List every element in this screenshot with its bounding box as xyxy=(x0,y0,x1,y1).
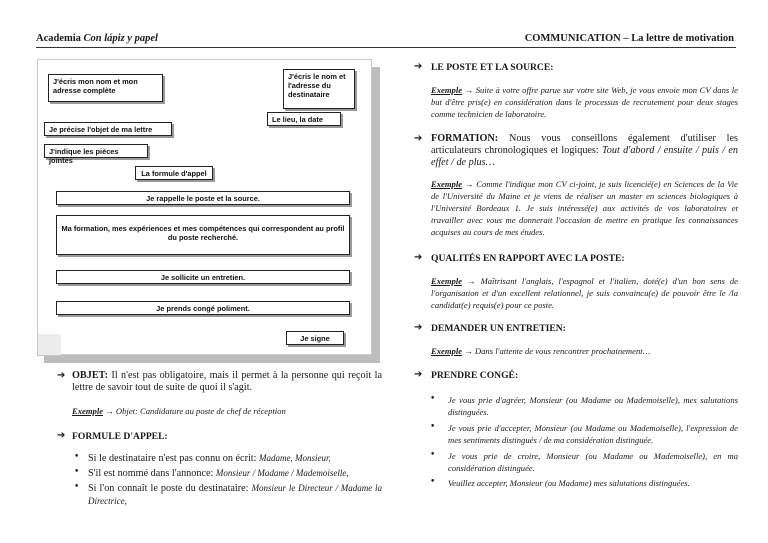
bullet-icon: • xyxy=(430,394,436,404)
letter-box-attachments: J'indique les pièces jointes xyxy=(44,144,148,158)
example-text: → Dans l'attente de vous rencontrer prochainement… xyxy=(464,346,651,356)
objet-example-text: → Objet: Candidature au poste de chef de réception xyxy=(105,406,286,416)
arrow-icon: ➔ xyxy=(414,322,423,333)
formule-item xyxy=(88,467,382,480)
formule-item-text: S'il est nommé dans l'annonce: xyxy=(88,468,214,479)
section-entretien: DEMANDER UN ENTRETIEN: xyxy=(431,323,566,334)
example-entretien xyxy=(431,345,738,357)
section-conge: PRENDRE CONGÉ: xyxy=(431,370,519,381)
objet-example-label: Exemple xyxy=(72,406,104,416)
formule-item-italic: Madame, Monsieur, xyxy=(259,453,331,463)
header-title: COMMUNICATION – La lettre de motivation xyxy=(524,33,734,44)
letter-box-closing: Je prends congé poliment. xyxy=(56,301,350,315)
conge-item: Je vous prie d'agréer, Monsieur (ou Madame ou Mademoiselle), mes salutations distinguées. xyxy=(448,395,738,417)
conge-item: Je vous prie d'accepter, Monsieur (ou Madame ou Mademoiselle), l'expression de mes sentiments distingués / de ma considération distinguée. xyxy=(448,423,738,445)
arrow-icon: ➔ xyxy=(414,133,423,144)
letter-page-fold xyxy=(37,334,61,356)
formule-item-text: Si le destinataire n'est pas connu on écrit: xyxy=(88,453,257,464)
header-left xyxy=(36,33,158,44)
formule-item-text: Si l'on connaît le poste du destinataire: xyxy=(88,483,249,494)
page-header xyxy=(36,33,736,47)
header-brand: Academia xyxy=(36,33,81,44)
formule-item xyxy=(88,452,382,465)
bullet-icon: • xyxy=(430,477,436,487)
section-poste-source: LE POSTE ET LA SOURCE: xyxy=(431,62,554,73)
letter-box-sender: J'écris mon nom et mon adresse complète xyxy=(48,74,163,102)
bullet-icon: • xyxy=(74,467,80,477)
example-text: → Maîtrisant l'anglais, l'espagnol et l'italien, doté(e) d'un bon sens de l'organisation et d'un excellent relationnel, je suis convaincu(e) de pouvoir être le /la candidat(e) requis(e) pour ce poste. xyxy=(431,276,738,310)
example-label: Exemple xyxy=(431,346,463,356)
section-qualites: QUALITÉS EN RAPPORT AVEC LA POSTE: xyxy=(431,253,625,264)
bullet-icon: • xyxy=(74,452,80,462)
arrow-icon: ➔ xyxy=(414,369,423,380)
objet-text: Il n'est pas obligatoire, mais il permet à la personne qui reçoit la lettre de savoir tout de suite de quoi il s'agit. xyxy=(72,370,383,393)
example-formation xyxy=(431,178,738,238)
arrow-icon: ➔ xyxy=(57,430,66,441)
letter-figure xyxy=(37,59,372,355)
arrow-icon: ➔ xyxy=(57,370,66,381)
conge-item: Veuillez accepter, Monsieur (ou Madame) mes salutations distinguées. xyxy=(448,478,690,488)
letter-box-training: Ma formation, mes expériences et mes compétences qui correspondent au profil du poste recherché. xyxy=(56,215,350,255)
letter-box-object: Je précise l'objet de ma lettre xyxy=(44,122,172,136)
letter-box-source: Je rappelle le poste et la source. xyxy=(56,191,350,205)
example-label: Exemple xyxy=(431,179,463,189)
objet-label: OBJET: xyxy=(72,370,109,381)
letter-box-greeting: La formule d'appel xyxy=(135,166,213,180)
conge-item: Je vous prie de croire, Monsieur (ou Madame ou Mademoiselle), en ma considération distinguée. xyxy=(448,451,738,473)
formule-item xyxy=(88,482,382,508)
arrow-icon: ➔ xyxy=(414,252,423,263)
letter-box-signature: Je signe xyxy=(286,331,344,345)
section-formation xyxy=(431,133,738,169)
header-brand-italic: Con lápiz y papel xyxy=(83,33,158,44)
letter-box-interview: Je sollicite un entretien. xyxy=(56,270,350,284)
bullet-icon: • xyxy=(430,422,436,432)
example-label: Exemple xyxy=(431,276,463,286)
letter-box-date: Le lieu, la date xyxy=(267,112,341,126)
example-text: → Suite à votre offre parue sur votre site Web, je vous envoie mon CV dans le but d'être pris(e) en considération dans le processus de recrutement pour deux stages comme technicien de laboratoire. xyxy=(431,85,738,119)
bullet-icon: • xyxy=(74,482,80,492)
formation-connectors: Tout d'abord / ensuite / puis / en effet / de plus… xyxy=(431,145,738,168)
formule-item-italic: Monsieur / Madame / Mademoiselle, xyxy=(215,468,349,478)
letter-box-recipient: J'écris le nom et l'adresse du destinataire xyxy=(283,69,355,109)
arrow-icon: ➔ xyxy=(414,61,423,72)
example-qualites xyxy=(431,275,738,311)
header-divider xyxy=(36,47,736,48)
example-text: → Comme l'indique mon CV ci-joint, je suis licencié(e) en Sciences de la Vie de l'Université du Maine et je viens de réaliser un master en sciences biologiques à l'Université Bordeaux 1. Je suis intéressé(e) aux activités de vos laboratoires et travailler avec vous me donnerait l'occasion de mettre en pratique les connaissances acquises au cours de mes études. xyxy=(431,179,738,237)
formation-text: Nous vous conseillons également d'utiliser les articulateurs chronologiques et logiques: xyxy=(431,133,738,156)
example-poste-source xyxy=(431,84,738,120)
objet-paragraph xyxy=(72,370,382,394)
objet-example xyxy=(72,405,382,417)
formule-heading: FORMULE D'APPEL: xyxy=(72,431,168,442)
formation-label: FORMATION: xyxy=(431,133,499,144)
formule-item-italic: Monsieur le Directeur / Madame la Directrice, xyxy=(88,483,382,506)
example-label: Exemple xyxy=(431,85,463,95)
bullet-icon: • xyxy=(430,450,436,460)
